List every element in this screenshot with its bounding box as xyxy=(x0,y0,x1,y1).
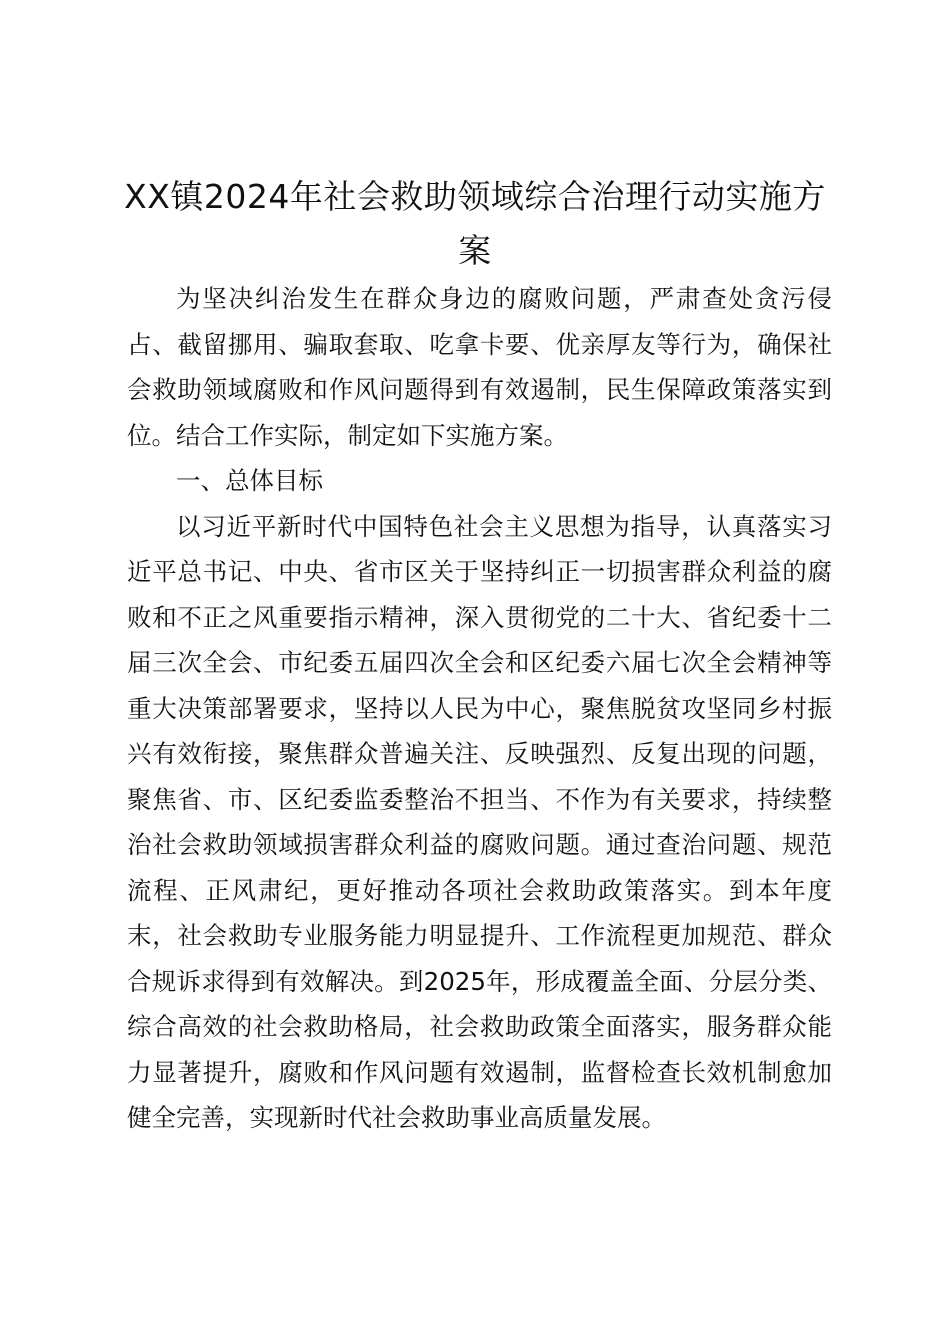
document-body xyxy=(127,276,832,1141)
section-heading: 一、总体目标 xyxy=(176,466,323,495)
section-paragraph: 以习近平新时代中国特色社会主义思想为指导，认真落实习近平总书记、中央、省市区关于坚持纠正一切损害群众利益的腐败和不正之风重要指示精神，深入贯彻党的二十大、省纪委十二届三次全会、市纪委五届四次全会和区纪委六届七次全会精神等重大决策部署要求，坚持以人民为中心，聚焦脱贫攻坚同乡村振兴有效衔接，聚焦群众普遍关注、反映强烈、反复出现的问题，聚焦省、市、区纪委监委整治不担当、不作为有关要求，持续整治社会救助领域损害群众利益的腐败问题。通过查治问题、规范流程、正风肃纪，更好推动各项社会救助政策落实。到本年度末，社会救助专业服务能力明显提升、工作流程更加规范、群众合规诉求得到有效解决。到2025年，形成覆盖全面、分层分类、综合高效的社会救助格局，社会救助政策全面落实，服务群众能力显著提升，腐败和作风问题有效遏制，监督检查长效机制愈加健全完善，实现新时代社会救助事业高质量发展。 xyxy=(127,511,832,1132)
document-title: XX镇2024年社会救助领域综合治理行动实施方案 xyxy=(124,177,826,270)
intro-paragraph: 为坚决纠治发生在群众身边的腐败问题，严肃查处贪污侵占、截留挪用、骗取套取、吃拿卡要、优亲厚友等行为，确保社会救助领域腐败和作风问题得到有效遏制，民生保障政策落实到位。结合工作实际，制定如下实施方案。 xyxy=(127,284,832,450)
